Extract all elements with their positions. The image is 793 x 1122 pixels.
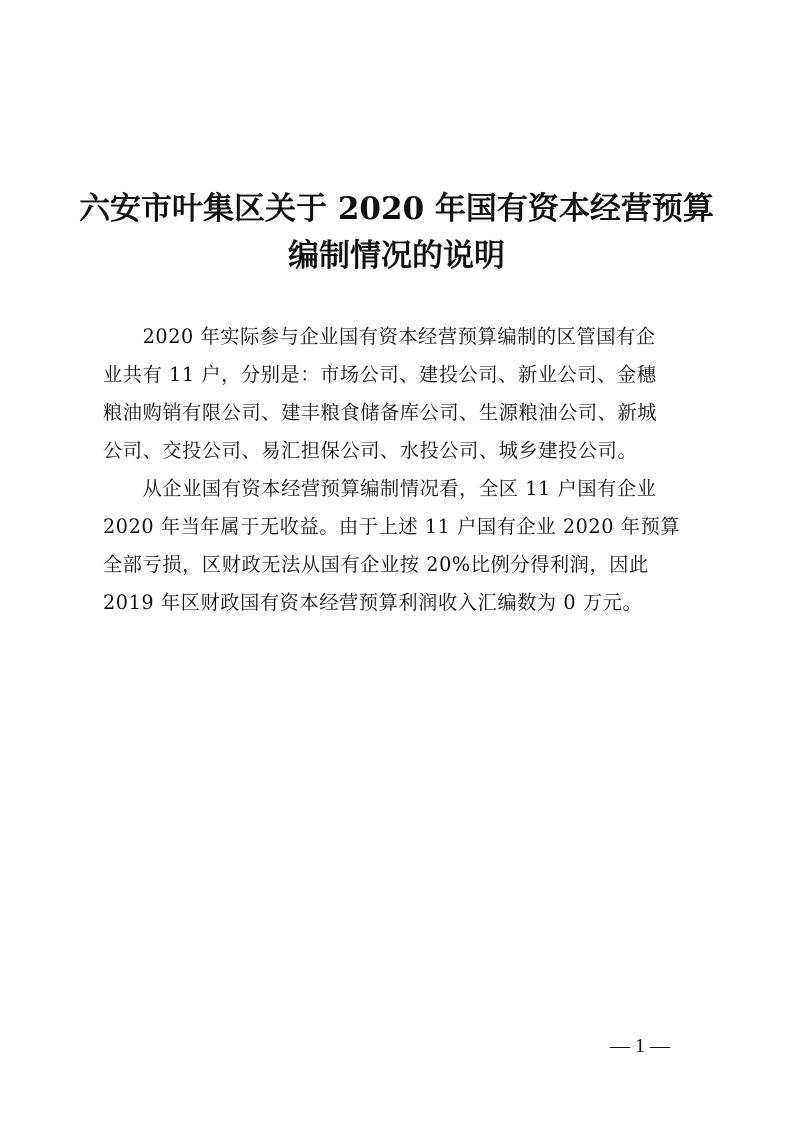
paragraph-line: 全部亏损，区财政无法从国有企业按 20%比例分得利润，因此 bbox=[103, 553, 649, 576]
paragraph-2 bbox=[103, 470, 693, 622]
page-number: — 1 — bbox=[610, 1035, 670, 1057]
document-title-line-1: 六安市叶集区关于 2020 年国有资本经营预算 bbox=[79, 191, 714, 227]
paragraph-line: 2020 年实际参与企业国有资本经营预算编制的区管国有企 bbox=[103, 325, 656, 348]
paragraph-1 bbox=[103, 318, 693, 470]
paragraph-line: 2019 年区财政国有资本经营预算利润收入汇编数为 0 万元。 bbox=[103, 591, 643, 614]
document-title-line-2: 编制情况的说明 bbox=[288, 238, 505, 274]
paragraph-line: 2020 年当年属于无收益。由于上述 11 户国有企业 2020 年预算 bbox=[103, 515, 681, 538]
paragraph-line: 粮油购销有限公司、建丰粮食储备库公司、生源粮油公司、新城 bbox=[103, 401, 658, 424]
paragraph-line: 业共有 11 户，分别是：市场公司、建投公司、新业公司、金穗 bbox=[103, 363, 657, 386]
paragraph-line: 从企业国有资本经营预算编制情况看，全区 11 户国有企业 bbox=[103, 477, 657, 500]
paragraph-line: 公司、交投公司、易汇担保公司、水投公司、城乡建投公司。 bbox=[103, 439, 638, 462]
